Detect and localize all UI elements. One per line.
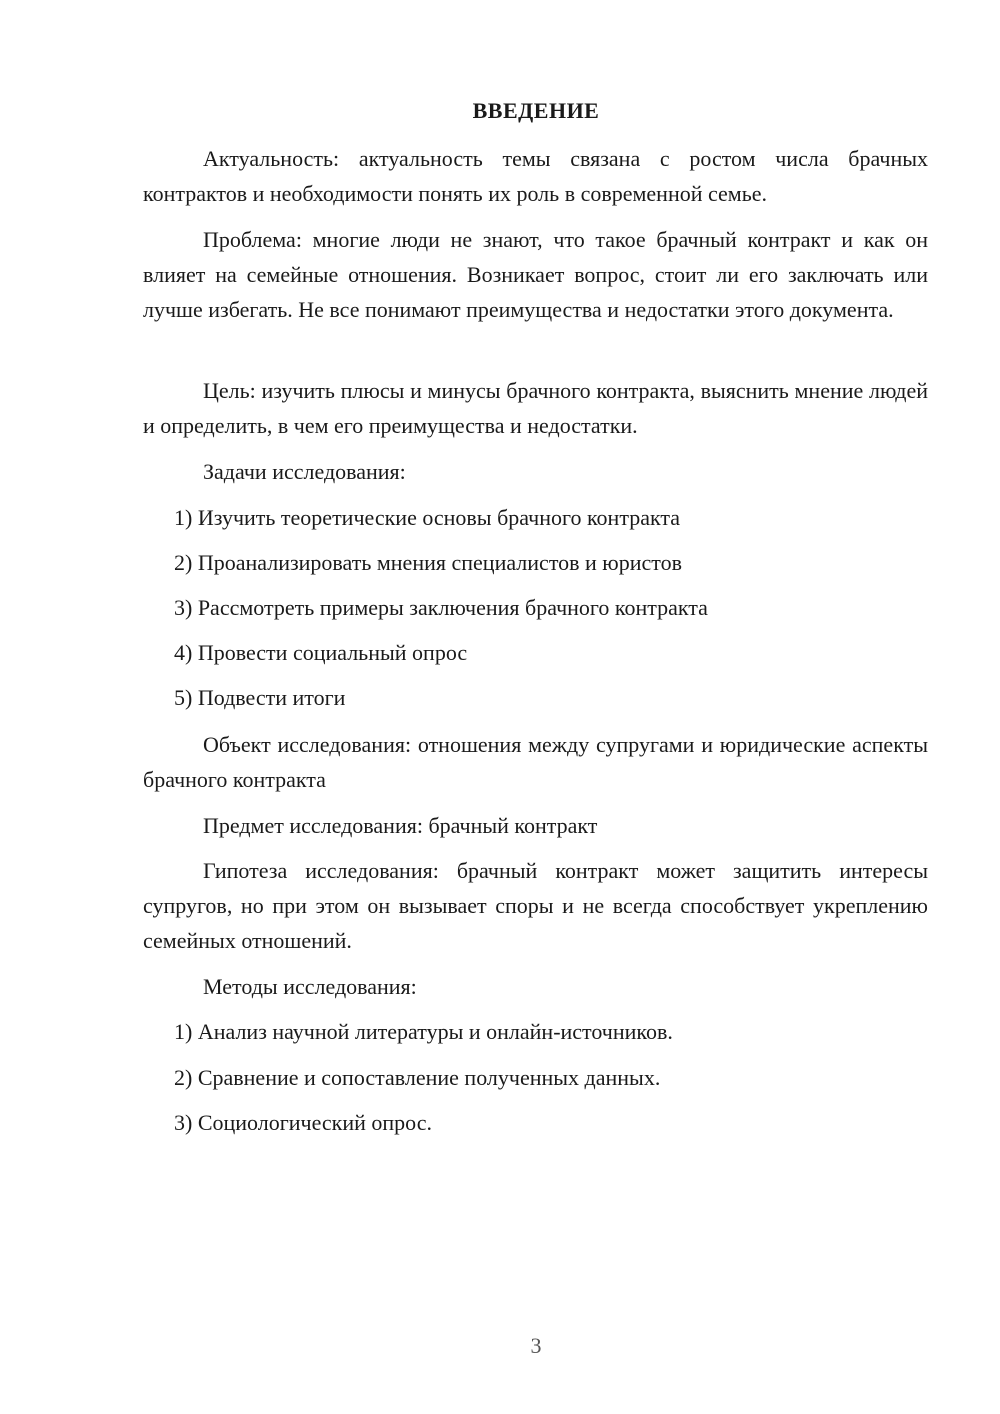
task-item-5: 5) Подвести итоги	[174, 685, 346, 710]
task-item-3: 3) Рассмотреть примеры заключения брачного контракта	[174, 595, 708, 620]
task-item-4: 4) Провести социальный опрос	[174, 640, 468, 665]
tasks-heading: Задачи исследования:	[203, 459, 406, 484]
methods-heading: Методы исследования:	[203, 974, 417, 999]
problem-paragraph: Проблема: многие люди не знают, что такое брачный контракт и как он влияет на семейные отношения. Возникает вопрос, стоит ли его заключать или лучше избегать. Не все понимают преимущества и недостатки этого документа.	[143, 227, 928, 322]
task-item-2: 2) Проанализировать мнения специалистов и юристов	[174, 550, 682, 575]
page-title: ВВЕДЕНИЕ	[472, 98, 600, 123]
method-item-1: 1) Анализ научной литературы и онлайн-источников.	[174, 1019, 673, 1044]
page-number: 3	[530, 1333, 542, 1358]
object-paragraph: Объект исследования: отношения между супругами и юридические аспекты брачного контракта	[143, 732, 928, 792]
subject-paragraph: Предмет исследования: брачный контракт	[203, 813, 598, 838]
method-item-2: 2) Сравнение и сопоставление полученных данных.	[174, 1065, 661, 1090]
hypothesis-paragraph: Гипотеза исследования: брачный контракт может защитить интересы супругов, но при этом он вызывает споры и не всегда способствует укреплению семейных отношений.	[143, 858, 928, 953]
relevance-paragraph: Актуальность: актуальность темы связана с ростом числа брачных контрактов и необходимости понять их роль в современной семье.	[143, 146, 928, 206]
goal-paragraph: Цель: изучить плюсы и минусы брачного контракта, выяснить мнение людей и определить, в чем его преимущества и недостатки.	[143, 378, 928, 438]
method-item-3: 3) Социологический опрос.	[174, 1110, 432, 1135]
task-item-1: 1) Изучить теоретические основы брачного контракта	[174, 505, 681, 530]
